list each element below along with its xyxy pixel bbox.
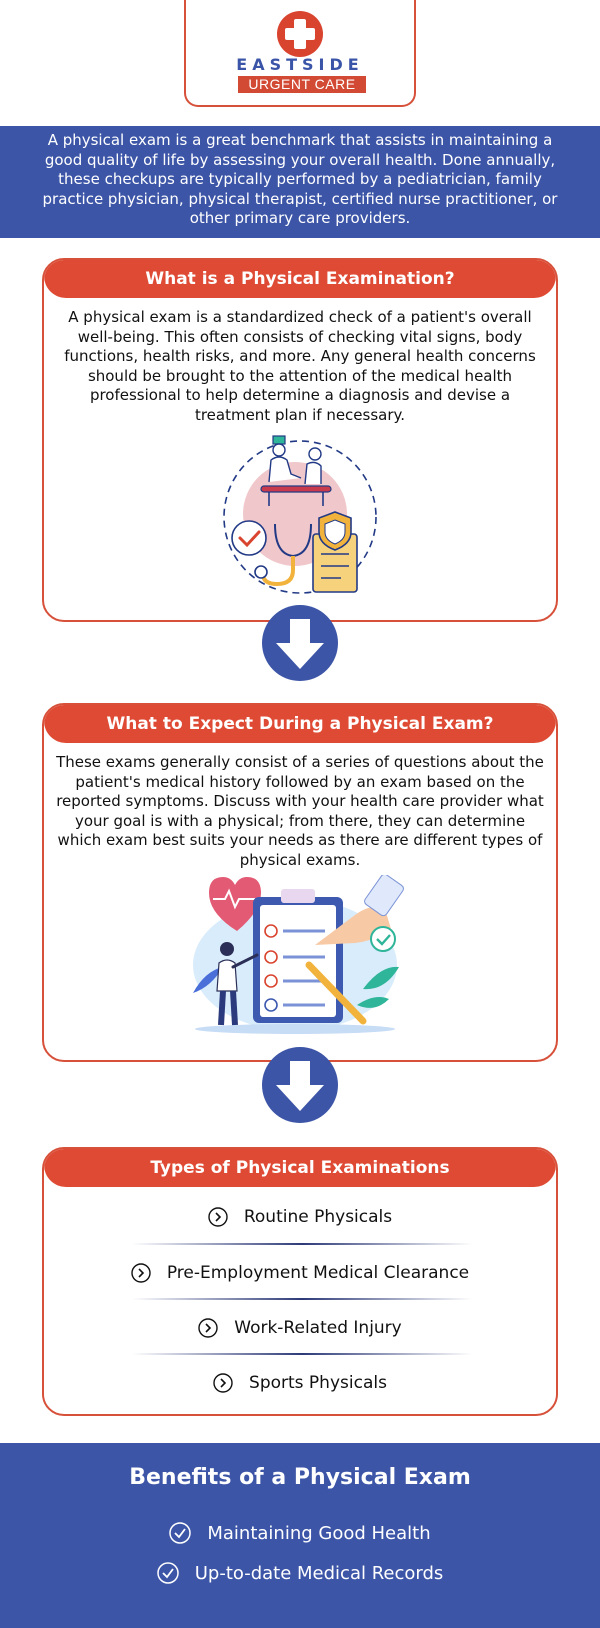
benefits-band xyxy=(0,1443,600,1628)
logo xyxy=(184,0,416,107)
list-item xyxy=(44,1369,556,1397)
benefit-item xyxy=(0,1519,600,1547)
divider xyxy=(132,1353,472,1355)
section-title: What to Expect During a Physical Exam? xyxy=(44,705,556,743)
clipboard-checklist-illustration xyxy=(185,875,415,1037)
divider xyxy=(132,1298,472,1300)
list-item xyxy=(44,1314,556,1342)
arrow-down-icon xyxy=(262,603,338,683)
section-what-to-expect xyxy=(42,703,558,1062)
benefit-label: Maintaining Good Health xyxy=(207,1522,431,1544)
section-body: These exams generally consist of a series of questions about the patient's medical history followed by an exam based on the reported symptoms. Discuss with your health care provider what your goal is with a physical; from there, they can determine which exam best suits your needs as there are different types of physical exams. xyxy=(56,753,544,869)
divider xyxy=(132,1243,472,1245)
section-title: Types of Physical Examinations xyxy=(44,1149,556,1187)
doctor-checkup-illustration xyxy=(215,432,385,602)
section-types-of-examinations xyxy=(42,1147,558,1416)
medical-cross-icon xyxy=(276,10,324,58)
arrow-down-icon xyxy=(262,1045,338,1125)
chevron-circle-icon xyxy=(131,1263,151,1283)
section-body: A physical exam is a standardized check of a patient's overall well-being. This often consists of checking vital signs, body functions, health risks, and more. Any general health concerns should be brought to the attention of the medical health professional to help determine a diagnosis and devise a treatment plan if necessary. xyxy=(64,308,536,424)
section-title: What is a Physical Examination? xyxy=(44,260,556,298)
logo-name-top: EASTSIDE xyxy=(236,55,364,74)
list-item-label: Routine Physicals xyxy=(243,1207,393,1227)
chevron-circle-icon xyxy=(213,1373,233,1393)
chevron-circle-icon xyxy=(198,1318,218,1338)
list-item xyxy=(44,1203,556,1231)
list-item-label: Work-Related Injury xyxy=(234,1318,402,1338)
intro-band xyxy=(0,126,600,238)
check-circle-icon xyxy=(157,1562,179,1584)
section-physical-examination xyxy=(42,258,558,622)
benefit-item xyxy=(0,1559,600,1587)
chevron-circle-icon xyxy=(208,1207,228,1227)
list-item-label: Sports Physicals xyxy=(249,1373,387,1393)
list-item-label: Pre-Employment Medical Clearance xyxy=(166,1263,470,1283)
check-circle-icon xyxy=(169,1522,191,1544)
benefits-title: Benefits of a Physical Exam xyxy=(129,1465,471,1490)
list-item xyxy=(44,1259,556,1287)
logo-name-bottom: URGENT CARE xyxy=(238,76,366,93)
benefit-label: Up-to-date Medical Records xyxy=(194,1562,444,1584)
intro-text: A physical exam is a great benchmark that assists in maintaining a good quality of life by assessing your overall health. Done annually, these checkups are typically performed by a pediatrician, family practice physician, physical therapist, certified nurse practitioner, or other primary care providers. xyxy=(42,131,558,227)
